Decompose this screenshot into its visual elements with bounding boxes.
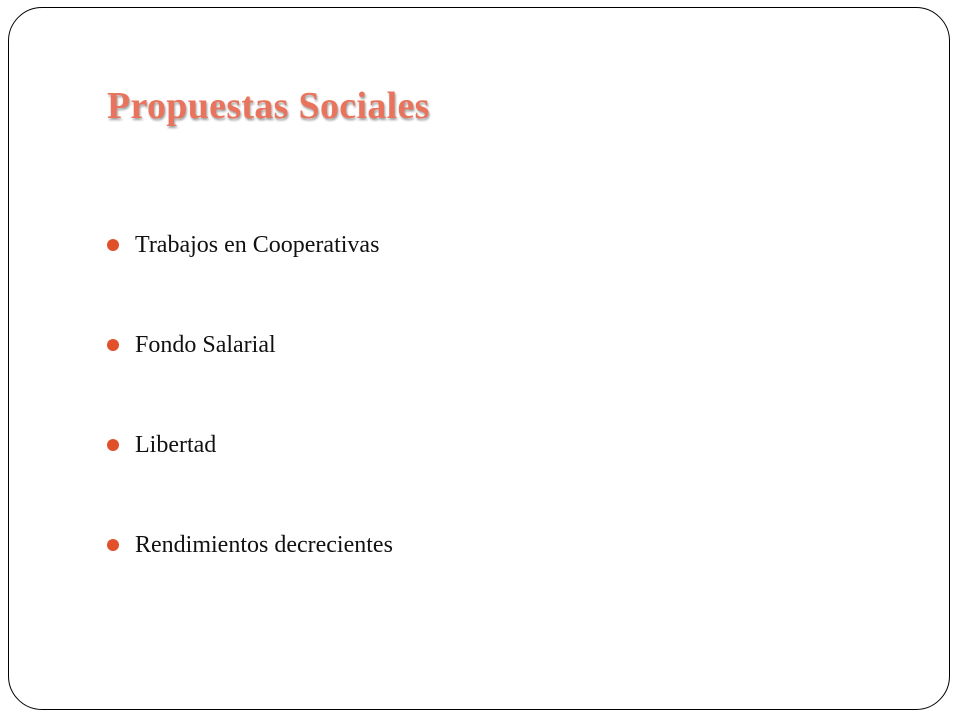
- slide-title: Propuestas Sociales: [107, 85, 430, 127]
- bullet-dot-icon: [107, 239, 119, 251]
- bullet-item: [107, 230, 393, 330]
- bullet-text: Trabajos en Cooperativas: [135, 232, 380, 258]
- bullet-item: [107, 330, 393, 430]
- bullet-item: [107, 430, 393, 530]
- bullet-text: Fondo Salarial: [135, 332, 276, 358]
- bullet-dot-icon: [107, 439, 119, 451]
- bullet-item: [107, 530, 393, 630]
- bullet-dot-icon: [107, 339, 119, 351]
- bullet-list: [107, 230, 393, 630]
- bullet-text: Libertad: [135, 432, 217, 458]
- bullet-dot-icon: [107, 539, 119, 551]
- bullet-text: Rendimientos decrecientes: [135, 532, 393, 558]
